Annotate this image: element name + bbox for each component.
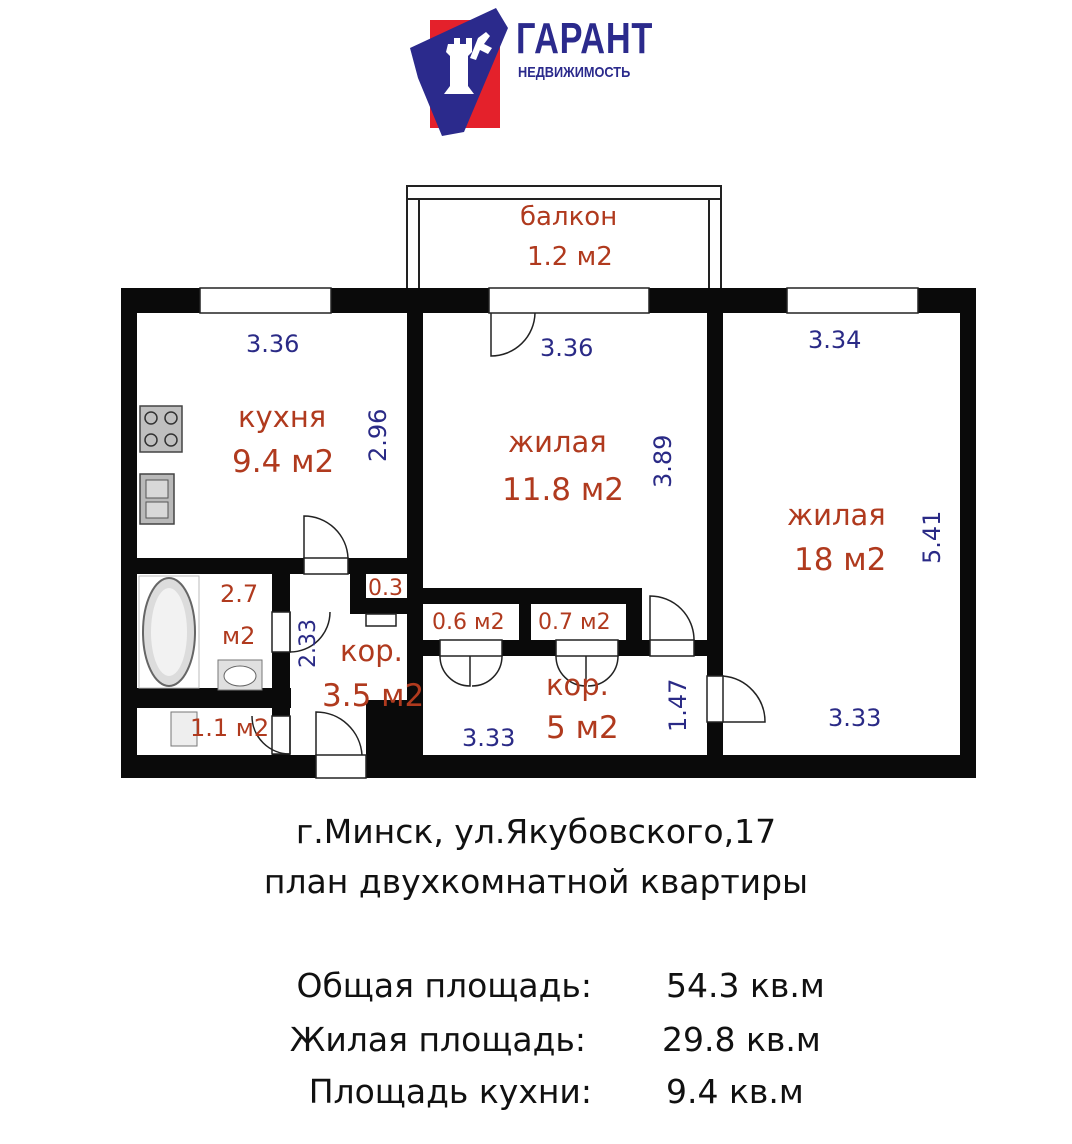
corridor1-area: 3.5 м2: [322, 678, 425, 714]
living2-name: жилая: [787, 498, 886, 532]
living1-height: 3.89: [649, 434, 677, 488]
windows: [200, 288, 918, 313]
corridor2-height: 1.47: [664, 678, 692, 732]
living2-width-bottom: 3.33: [828, 704, 882, 732]
logo-subtitle: НЕДВИЖИМОСТЬ: [518, 64, 631, 81]
living1-width: 3.36: [540, 334, 594, 362]
closet1-area: 0.6 м2: [432, 610, 505, 635]
stat-total-value: 54.3 кв.м: [666, 966, 825, 1005]
kitchen-height: 2.96: [364, 408, 392, 462]
sink-icon: [140, 474, 174, 524]
corridor2-name: кор.: [546, 668, 609, 702]
stat-kitchen-value: 9.4 кв.м: [666, 1072, 804, 1111]
wc-area: 1.1 м2: [190, 714, 270, 742]
bath-area-value: 2.7: [220, 580, 259, 608]
kitchen-area: 9.4 м2: [232, 444, 335, 480]
balcony-name: балкон: [520, 202, 618, 232]
living2-area: 18 м2: [794, 542, 887, 578]
corridor1-height: 2.33: [296, 619, 321, 668]
closet2-area: 0.7 м2: [538, 610, 611, 635]
stat-living-label: Жилая площадь:: [289, 1020, 586, 1059]
kitchen-name: кухня: [238, 400, 327, 434]
bathtub-icon: [139, 576, 199, 688]
bath-area-unit: м2: [222, 622, 256, 650]
kitchen-width: 3.36: [246, 330, 300, 358]
stove-icon: [140, 406, 182, 452]
closet-small-area: 0.3: [368, 576, 403, 601]
washbasin-icon: [218, 660, 262, 690]
stat-living-value: 29.8 кв.м: [662, 1020, 821, 1059]
stat-total-label: Общая площадь:: [296, 966, 592, 1005]
living1-area: 11.8 м2: [502, 472, 624, 508]
logo-title: ГАРАНТ: [516, 14, 654, 63]
living2-height: 5.41: [918, 510, 946, 564]
stat-kitchen-label: Площадь кухни:: [308, 1072, 592, 1111]
address-caption: г.Минск, ул.Якубовского,17: [295, 812, 777, 851]
corridor1-name: кор.: [340, 634, 403, 668]
living1-name: жилая: [508, 425, 607, 459]
plan-title: план двухкомнатной квартиры: [263, 862, 809, 901]
living2-width-top: 3.34: [808, 326, 862, 354]
balcony-area: 1.2 м2: [527, 242, 613, 272]
corridor2-width: 3.33: [462, 724, 516, 752]
corridor2-area: 5 м2: [546, 710, 619, 746]
